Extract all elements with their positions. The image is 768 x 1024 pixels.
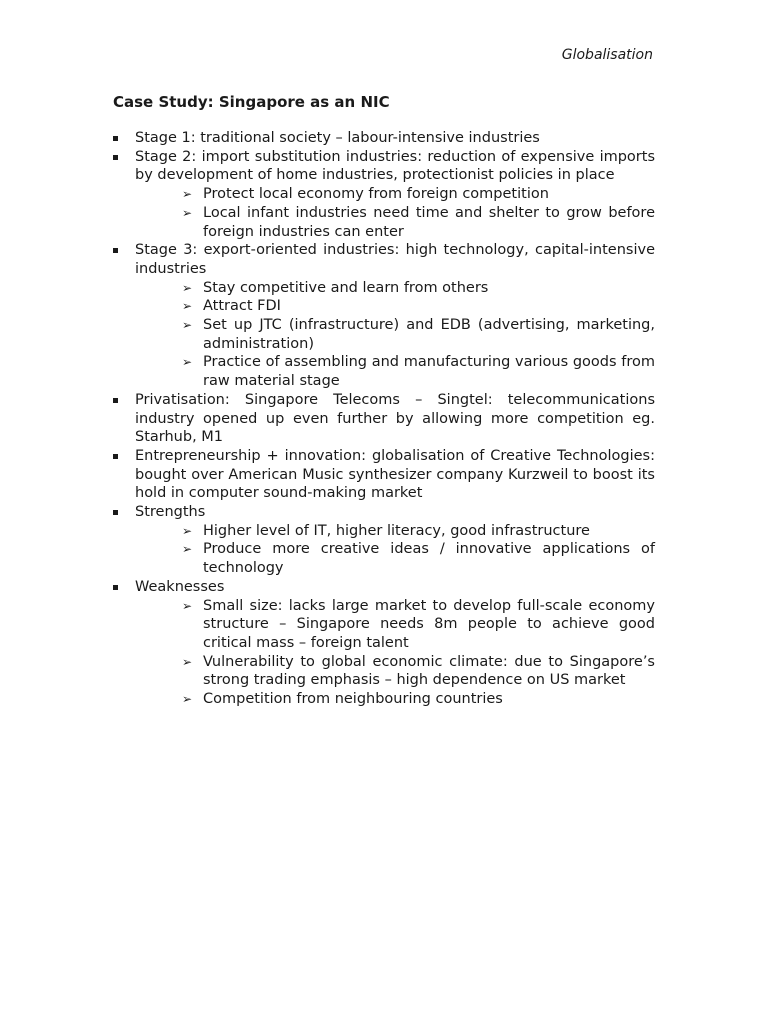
sub-bullet-text: Stay competitive and learn from others	[203, 279, 489, 296]
square-bullet-icon	[113, 585, 118, 590]
bullet-text: Weaknesses	[135, 578, 225, 595]
sub-bullet-item	[135, 353, 655, 390]
bullet-item	[113, 241, 655, 391]
content-body	[113, 129, 655, 709]
bullet-item	[113, 129, 655, 148]
square-bullet-icon	[113, 136, 118, 141]
sub-bullet-item	[135, 522, 655, 541]
sub-bullet-text: Local infant industries need time and shelter to grow before foreign industries can enter	[203, 204, 655, 240]
sub-bullet-text: Higher level of IT, higher literacy, good infrastructure	[203, 522, 590, 539]
bullet-item	[113, 391, 655, 447]
arrow-bullet-icon: ➢	[182, 523, 193, 538]
bullet-text: Stage 3: export-oriented industries: high technology, capital-intensive industries	[135, 242, 655, 277]
arrow-bullet-icon: ➢	[182, 318, 193, 333]
sub-bullet-item	[135, 297, 655, 316]
sub-bullet-list	[135, 279, 655, 391]
bullet-text: Entrepreneurship + innovation: globalisation of Creative Technologies: bought over American Music synthesizer company Kurzweil to boost its hold in computer sound-making market	[135, 447, 655, 502]
sub-bullet-list	[135, 185, 655, 241]
bullet-item	[113, 447, 655, 503]
sub-bullet-text: Attract FDI	[203, 298, 281, 315]
bullet-item	[113, 578, 655, 709]
sub-bullet-item	[135, 690, 655, 709]
sub-bullet-text: Set up JTC (infrastructure) and EDB (advertising, marketing, administration)	[203, 317, 655, 352]
arrow-bullet-icon: ➢	[182, 280, 193, 295]
page-header: Globalisation	[561, 47, 653, 63]
sub-bullet-item	[135, 540, 655, 577]
arrow-bullet-icon: ➢	[182, 205, 193, 220]
arrow-bullet-icon: ➢	[182, 654, 193, 669]
main-bullet-list	[113, 129, 655, 709]
bullet-text: Privatisation: Singapore Telecoms – Singtel: telecommunications industry opened up even further by allowing more competition eg. Starhub, M1	[135, 391, 655, 446]
sub-bullet-item	[135, 204, 655, 241]
sub-bullet-text: Protect local economy from foreign competition	[203, 186, 549, 203]
bullet-text: Stage 2: import substitution industries: reduction of expensive imports by development of home industries, protectionist policies in place	[135, 148, 655, 184]
sub-bullet-item	[135, 185, 655, 204]
square-bullet-icon	[113, 510, 118, 515]
arrow-bullet-icon: ➢	[182, 187, 193, 202]
sub-bullet-text: Vulnerability to global economic climate: due to Singapore’s strong trading emphasis – high dependence on US market	[203, 653, 655, 689]
sub-bullet-text: Practice of assembling and manufacturing various goods from raw material stage	[203, 354, 655, 390]
sub-bullet-item	[135, 316, 655, 353]
bullet-item	[113, 503, 655, 578]
sub-bullet-item	[135, 653, 655, 690]
square-bullet-icon	[113, 155, 118, 160]
sub-bullet-list	[135, 597, 655, 709]
sub-bullet-list	[135, 522, 655, 578]
sub-bullet-item	[135, 597, 655, 653]
sub-bullet-item	[135, 279, 655, 298]
sub-bullet-text: Small size: lacks large market to develop full-scale economy structure – Singapore needs 8m people to achieve good critical mass – foreign talent	[203, 597, 655, 651]
arrow-bullet-icon: ➢	[182, 692, 193, 707]
arrow-bullet-icon: ➢	[182, 299, 193, 314]
bullet-text: Strengths	[135, 504, 206, 521]
arrow-bullet-icon: ➢	[182, 542, 193, 557]
case-study-title: Case Study: Singapore as an NIC	[113, 93, 390, 111]
bullet-item	[113, 148, 655, 242]
bullet-text: Stage 1: traditional society – labour-intensive industries	[135, 130, 540, 146]
sub-bullet-text: Competition from neighbouring countries	[203, 691, 503, 708]
square-bullet-icon	[113, 248, 118, 253]
square-bullet-icon	[113, 398, 118, 403]
arrow-bullet-icon: ➢	[182, 355, 193, 370]
square-bullet-icon	[113, 454, 118, 459]
sub-bullet-text: Produce more creative ideas / innovative applications of technology	[203, 541, 655, 577]
arrow-bullet-icon: ➢	[182, 598, 193, 613]
